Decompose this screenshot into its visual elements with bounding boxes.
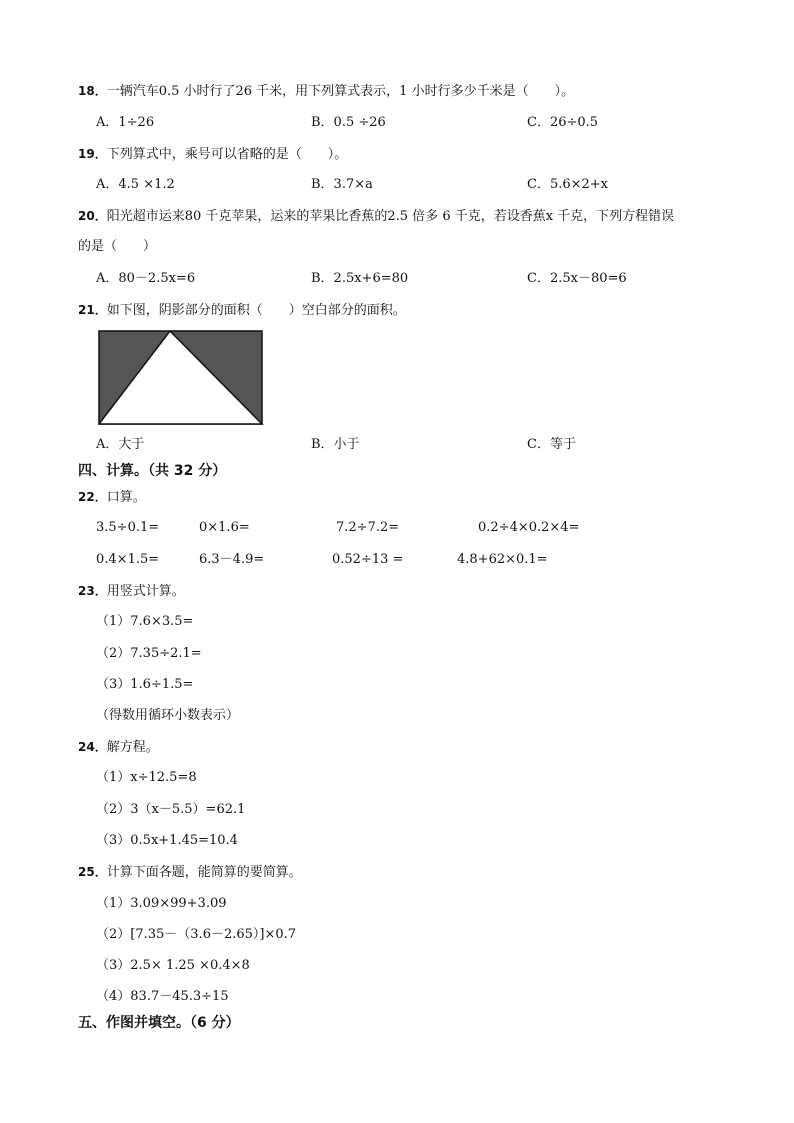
sub-question: （4）83.7－45.3÷15 <box>96 989 229 1004</box>
sub-question: （1）3.09×99+3.09 <box>96 896 227 911</box>
sub-question: （3）2.5× 1.25 ×0.4×8 <box>96 958 250 973</box>
question-18 <box>78 82 574 101</box>
option-b: B．小于 <box>311 437 360 452</box>
question-number: 24． <box>78 740 107 754</box>
option-a: A．4.5 ×1.2 <box>96 177 175 192</box>
question-text: 解方程。 <box>106 740 159 755</box>
question-number: 19． <box>78 147 107 161</box>
question-20 <box>78 207 674 226</box>
sub-question: （1）x÷12.5=8 <box>96 770 197 785</box>
question-25 <box>78 863 302 882</box>
option-a: A．1÷26 <box>96 115 155 130</box>
question-text: 用竖式计算。 <box>106 584 185 599</box>
question-text: 计算下面各题，能简算的要简算。 <box>106 865 302 880</box>
sub-question: （3）1.6÷1.5= <box>96 677 194 692</box>
oral-calc-item: 4.8+62×0.1= <box>457 552 548 567</box>
option-a: A．大于 <box>96 437 145 452</box>
question-number: 22． <box>78 490 107 504</box>
section-title: 五、作图并填空。（6 分） <box>78 1015 240 1031</box>
note: （得数用循环小数表示） <box>96 708 240 723</box>
question-21 <box>78 301 406 320</box>
question-text: 如下图，阴影部分的面积（ ）空白部分的面积。 <box>106 303 406 318</box>
question-text: 口算。 <box>106 490 146 505</box>
oral-calc-item: 3.5÷0.1= <box>96 520 160 535</box>
oral-calc-item: 7.2÷7.2= <box>336 520 400 535</box>
question-text: 阳光超市运来80 千克苹果，运来的苹果比香蕉的2.5 倍多 6 千克，若设香蕉x 千克，下列方程错误 <box>106 209 675 224</box>
question-number: 20． <box>78 209 107 223</box>
question-20-continued: 的是（ ） <box>78 239 157 254</box>
question-19 <box>78 145 347 164</box>
option-c: C．2.5x－80=6 <box>527 271 627 286</box>
shaded-rectangle-figure <box>98 330 264 430</box>
question-number: 25． <box>78 865 107 879</box>
section-title: 四、计算。（共 32 分） <box>78 463 227 479</box>
option-b: B．3.7×a <box>311 177 373 192</box>
option-c: C．等于 <box>527 437 576 452</box>
question-text: 下列算式中，乘号可以省略的是（ ）。 <box>106 147 348 162</box>
sub-question: （2）7.35÷2.1= <box>96 646 202 661</box>
oral-calc-item: 0.2÷4×0.2×4= <box>478 520 580 535</box>
option-a: A．80－2.5x=6 <box>96 271 196 286</box>
oral-calc-item: 6.3－4.9= <box>199 552 265 567</box>
option-b: B．2.5x+6=80 <box>311 271 409 286</box>
sub-question: （1）7.6×3.5= <box>96 614 194 629</box>
option-c: C．5.6×2+x <box>527 177 609 192</box>
sub-question: （2）3（x－5.5）=62.1 <box>96 802 246 817</box>
question-number: 23． <box>78 584 107 598</box>
oral-calc-item: 0.4×1.5= <box>96 552 160 567</box>
sub-question: （2）[7.35－（3.6－2.65）]×0.7 <box>96 927 297 942</box>
sub-question: （3）0.5x+1.45=10.4 <box>96 833 238 848</box>
option-c: C．26÷0.5 <box>527 115 599 130</box>
question-number: 21． <box>78 303 107 317</box>
option-b: B．0.5 ÷26 <box>311 115 386 130</box>
question-number: 18． <box>78 84 107 98</box>
oral-calc-item: 0.52÷13 = <box>332 552 404 567</box>
oral-calc-item: 0×1.6= <box>199 520 250 535</box>
question-text: 一辆汽车0.5 小时行了26 千米，用下列算式表示，1 小时行多少千米是（ ）。 <box>106 84 575 99</box>
question-22 <box>78 488 146 507</box>
question-23 <box>78 582 185 601</box>
question-24 <box>78 738 159 757</box>
